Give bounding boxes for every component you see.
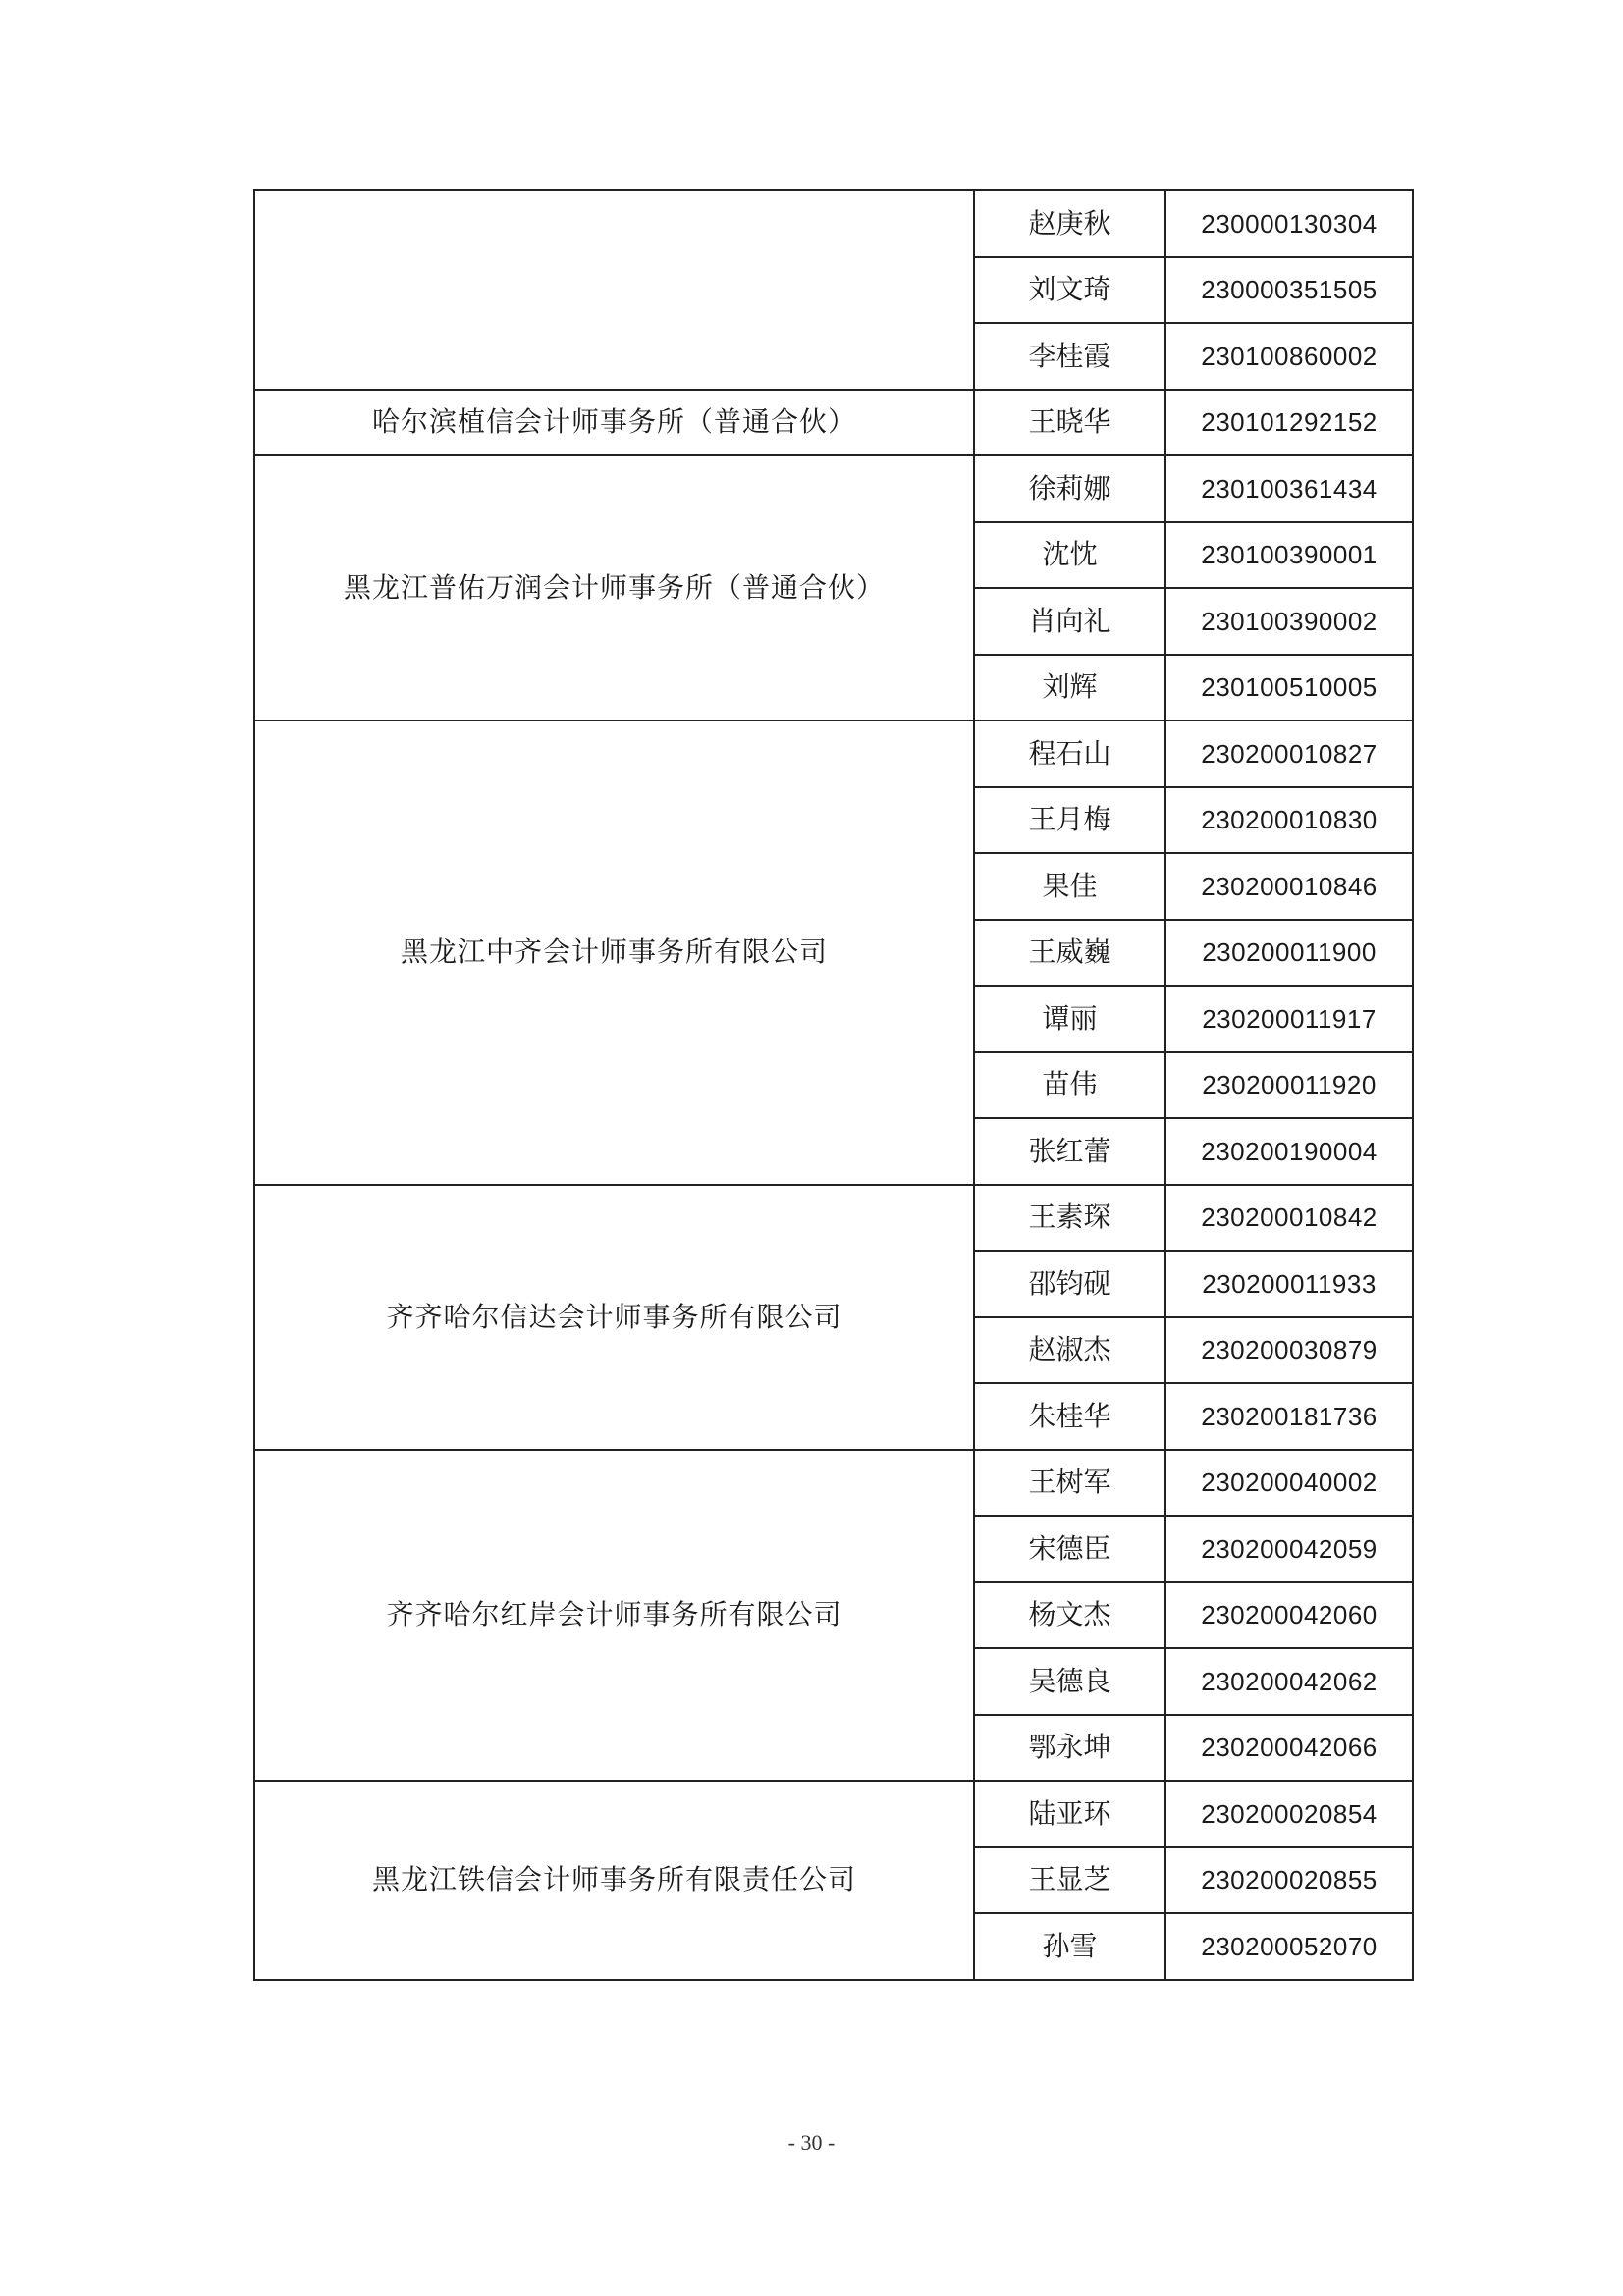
accountant-name-cell: 宋德臣 [974,1516,1165,1582]
firm-name-cell: 哈尔滨植信会计师事务所（普通合伙） [254,390,974,456]
certificate-number-cell: 230100361434 [1165,455,1413,522]
page-number: - 30 - [787,2130,836,2155]
accountant-name-cell: 赵庚秋 [974,190,1165,257]
accountant-name-cell: 徐莉娜 [974,455,1165,522]
table-row [254,1185,1413,1252]
certificate-number-cell: 230200030879 [1165,1317,1413,1384]
accountant-name-cell: 谭丽 [974,986,1165,1052]
accountant-name-cell: 赵淑杰 [974,1317,1165,1384]
accountant-name-cell: 张红蕾 [974,1118,1165,1185]
firm-name-cell: 黑龙江中齐会计师事务所有限公司 [254,721,974,1185]
certificate-number-cell: 230200020854 [1165,1781,1413,1847]
accountant-name-cell: 果佳 [974,853,1165,920]
table-row [254,1781,1413,1847]
firm-name-cell: 黑龙江普佑万润会计师事务所（普通合伙） [254,455,974,721]
accountant-name-cell: 朱桂华 [974,1383,1165,1450]
certificate-number-cell: 230200011920 [1165,1052,1413,1119]
certificate-number-cell: 230200010842 [1165,1185,1413,1252]
accountant-name-cell: 沈忱 [974,522,1165,589]
accountant-name-cell: 刘文琦 [974,257,1165,324]
accountant-name-cell: 王月梅 [974,787,1165,854]
accountant-name-cell: 杨文杰 [974,1582,1165,1649]
certificate-number-cell: 230200011917 [1165,986,1413,1052]
certificate-number-cell: 230200010827 [1165,721,1413,787]
certificate-number-cell: 230000351505 [1165,257,1413,324]
firm-name-cell [254,190,974,390]
certificate-number-cell: 230200052070 [1165,1913,1413,1980]
certificate-number-cell: 230100860002 [1165,323,1413,390]
table-row [254,390,1413,456]
certificate-number-cell: 230200190004 [1165,1118,1413,1185]
accountant-name-cell: 邵钧砚 [974,1251,1165,1317]
certificate-number-cell: 230200011900 [1165,920,1413,987]
certificate-number-cell: 230000130304 [1165,190,1413,257]
table-row [254,190,1413,257]
accountant-name-cell: 王素琛 [974,1185,1165,1252]
certificate-number-cell: 230100390001 [1165,522,1413,589]
certificate-number-cell: 230200042059 [1165,1516,1413,1582]
accountant-name-cell: 肖向礼 [974,588,1165,655]
accountant-name-cell: 程石山 [974,721,1165,787]
accountant-name-cell: 刘辉 [974,655,1165,721]
certificate-number-cell: 230200011933 [1165,1251,1413,1317]
certificate-number-cell: 230101292152 [1165,390,1413,456]
certificate-number-cell: 230100510005 [1165,655,1413,721]
accountant-name-cell: 王威巍 [974,920,1165,987]
accountant-name-cell: 李桂霞 [974,323,1165,390]
certificate-number-cell: 230200042062 [1165,1648,1413,1715]
firm-name-cell: 齐齐哈尔红岸会计师事务所有限公司 [254,1450,974,1782]
accountant-name-cell: 孙雪 [974,1913,1165,1980]
roster-body [254,190,1413,1980]
table-row [254,455,1413,522]
certificate-number-cell: 230200042066 [1165,1715,1413,1782]
accountant-name-cell: 王显芝 [974,1847,1165,1914]
table-row [254,721,1413,787]
accountant-name-cell: 陆亚环 [974,1781,1165,1847]
firm-name-cell: 齐齐哈尔信达会计师事务所有限公司 [254,1185,974,1450]
certificate-number-cell: 230200181736 [1165,1383,1413,1450]
accountant-roster-table [253,189,1414,1981]
accountant-name-cell: 鄂永坤 [974,1715,1165,1782]
firm-name-cell: 黑龙江铁信会计师事务所有限责任公司 [254,1781,974,1980]
certificate-number-cell: 230200010830 [1165,787,1413,854]
accountant-name-cell: 王树军 [974,1450,1165,1517]
accountant-name-cell: 王晓华 [974,390,1165,456]
table-row [254,1450,1413,1517]
certificate-number-cell: 230200042060 [1165,1582,1413,1649]
accountant-name-cell: 苗伟 [974,1052,1165,1119]
certificate-number-cell: 230200040002 [1165,1450,1413,1517]
accountant-name-cell: 吴德良 [974,1648,1165,1715]
certificate-number-cell: 230200010846 [1165,853,1413,920]
certificate-number-cell: 230100390002 [1165,588,1413,655]
certificate-number-cell: 230200020855 [1165,1847,1413,1914]
